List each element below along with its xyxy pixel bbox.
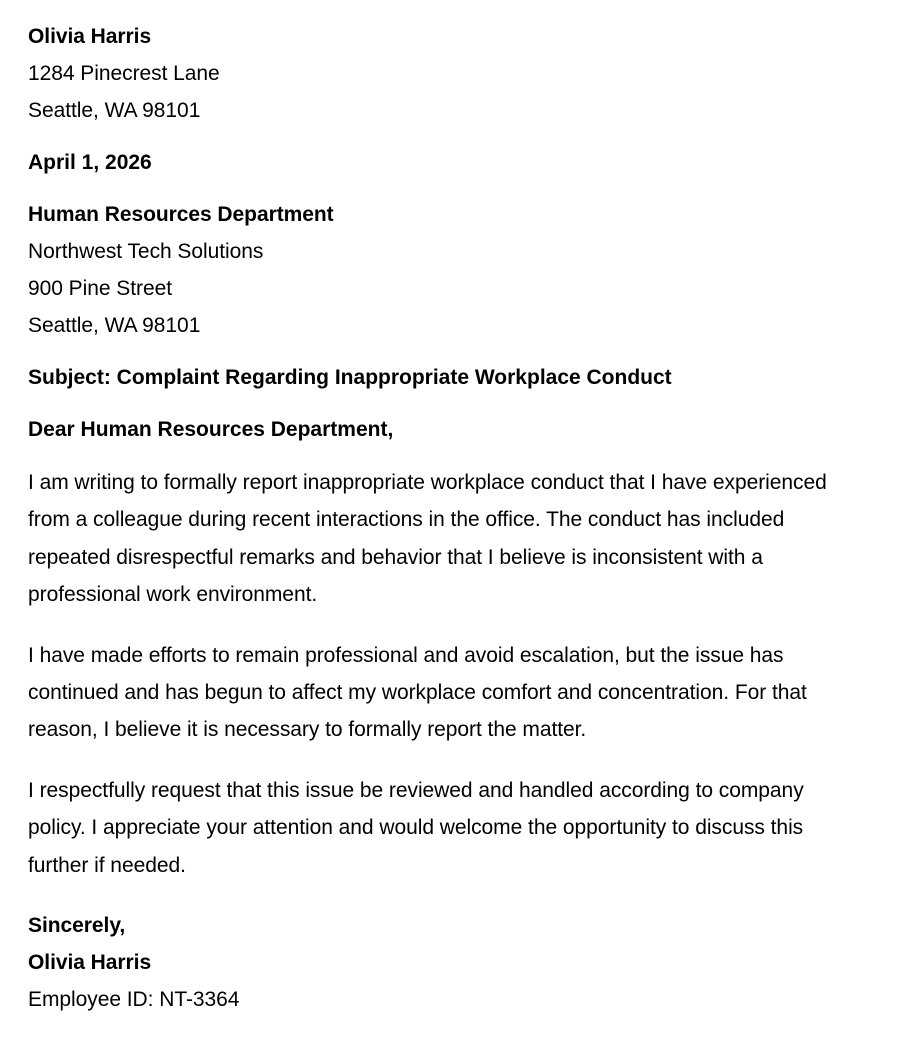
recipient-street: 900 Pine Street [28,277,173,300]
recipient-department: Human Resources Department [28,203,334,226]
subject-line-block [28,359,848,396]
letter-date: April 1, 2026 [28,151,152,174]
valediction: Sincerely, [28,914,126,938]
sender-city-state-zip: Seattle, WA 98101 [28,99,201,122]
sender-street: 1284 Pinecrest Lane [28,62,220,85]
recipient-address-block [28,196,848,344]
employee-id: Employee ID: NT-3364 [28,988,240,1012]
subject-line: Subject: Complaint Regarding Inappropriate Workplace Conduct [28,366,672,389]
recipient-company: Northwest Tech Solutions [28,240,264,263]
salutation: Dear Human Resources Department, [28,418,394,441]
sender-address-block [28,18,848,129]
letter-body [28,464,848,884]
signature-name: Olivia Harris [28,951,152,975]
body-paragraph-2: I have made efforts to remain professional and avoid escalation, but the issue has continued and has begun to affect my workplace comfort and concentration. For that reason, I believe it is necessary to formally report the matter. [28,643,807,742]
salutation-block [28,411,848,448]
closing-block [28,907,848,1018]
sender-name: Olivia Harris [28,25,152,48]
body-paragraph-1: I am writing to formally report inappropriate workplace conduct that I have experienced from a colleague during recent interactions in the office. The conduct has included repeated disrespectful remarks and behavior that I believe is inconsistent with a professional work environment. [28,471,827,607]
letter-date-block [28,144,848,181]
recipient-city-state-zip: Seattle, WA 98101 [28,314,201,337]
body-paragraph-3: I respectfully request that this issue be reviewed and handled according to company policy. I appreciate your attention and would welcome the opportunity to discuss this further if needed. [28,778,804,877]
